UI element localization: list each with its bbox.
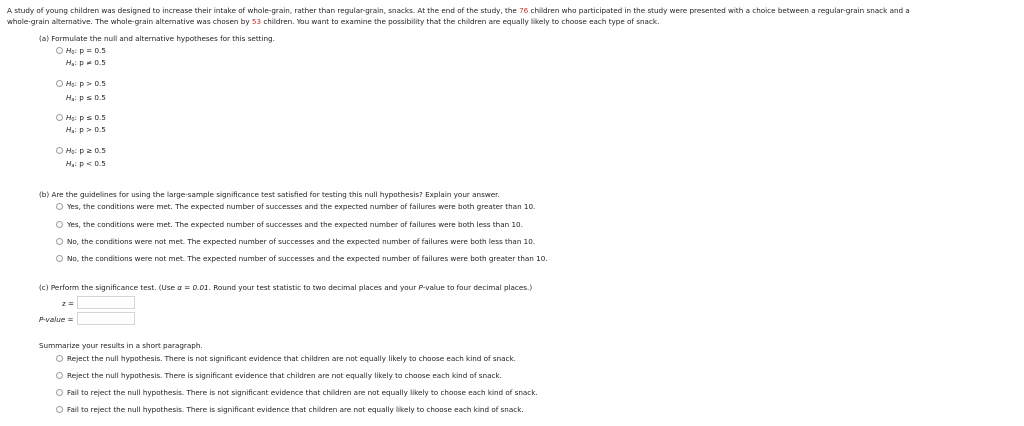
part-b-radio-3[interactable] — [56, 238, 63, 245]
intro-text: children who participated in the study were presented with a choice between a regular-grain snack and a — [530, 6, 910, 15]
summary-prompt: Summarize your results in a short paragraph. — [39, 341, 203, 350]
part-a-option-3-h0: $H_0$: p ≤ 0.5 — [66, 113, 106, 123]
question-intro-line2 — [7, 17, 659, 26]
part-b-option-1: Yes, the conditions were met. The expected number of successes and the expected number of failures were both greater than 10. — [67, 202, 536, 211]
intro-text: A study of young children was designed to increase their intake of whole-grain, rather than regular-grain, snacks. At the end of the study, the — [7, 6, 517, 15]
summary-radio-1[interactable] — [56, 355, 63, 362]
part-a-option-1-ha: $H_a$: p ≠ 0.5 — [66, 58, 106, 68]
summary-option-3: Fail to reject the null hypothesis. There is not significant evidence that children are not equally likely to choose each kind of snack. — [67, 388, 538, 397]
part-a-radio-1[interactable] — [56, 47, 63, 54]
alpha-value: α = 0.01 — [177, 283, 209, 292]
z-label: z = — [62, 299, 75, 308]
part-c-prompt: (c) Perform the significance test. (Use α = 0.01. Round your test statistic to two decimal places and your P-value to four decimal places.) — [39, 283, 533, 292]
part-b-radio-4[interactable] — [56, 255, 63, 262]
summary-option-2: Reject the null hypothesis. There is significant evidence that children are not equally likely to choose each kind of snack. — [67, 371, 502, 380]
summary-option-1: Reject the null hypothesis. There is not significant evidence that children are not equally likely to choose each kind of snack. — [67, 354, 516, 363]
p-value-input[interactable] — [77, 312, 135, 325]
part-a-prompt: (a) Formulate the null and alternative hypotheses for this setting. — [39, 34, 275, 43]
part-a-option-4-ha: $H_a$: p < 0.5 — [66, 159, 106, 169]
intro-text: whole-grain alternative. The whole-grain alternative was chosen by — [7, 17, 250, 26]
part-b-option-2: Yes, the conditions were met. The expected number of successes and the expected number of failures were both less than 10. — [67, 220, 523, 229]
num-children-value: 76 — [519, 6, 529, 15]
part-a-radio-4[interactable] — [56, 147, 63, 154]
p-value-label: P-value = — [39, 315, 74, 324]
num-whole-value: 53 — [251, 17, 262, 26]
part-a-option-4-h0: $H_0$: p ≥ 0.5 — [66, 146, 106, 156]
summary-radio-4[interactable] — [56, 406, 63, 413]
part-b-radio-2[interactable] — [56, 221, 63, 228]
part-b-option-3: No, the conditions were not met. The expected number of successes and the expected number of failures were both less than 10. — [67, 237, 536, 246]
part-b-radio-1[interactable] — [56, 203, 63, 210]
part-a-option-2-h0: $H_0$: p > 0.5 — [66, 79, 106, 89]
question-intro-line1 — [7, 6, 910, 15]
summary-radio-2[interactable] — [56, 372, 63, 379]
part-a-radio-3[interactable] — [56, 114, 63, 121]
summary-radio-3[interactable] — [56, 389, 63, 396]
part-a-option-1-h0: $H_0$: p = 0.5 — [66, 46, 106, 56]
part-b-prompt: (b) Are the guidelines for using the large-sample significance test satisfied for testing this null hypothesis? Explain your answer. — [39, 190, 500, 199]
intro-text: children. You want to examine the possibility that the children are equally likely to choose each type of snack. — [263, 17, 660, 26]
summary-option-4: Fail to reject the null hypothesis. There is significant evidence that children are not equally likely to choose each kind of snack. — [67, 405, 524, 414]
z-input[interactable] — [77, 296, 135, 309]
part-b-option-4: No, the conditions were not met. The expected number of successes and the expected number of failures were both greater than 10. — [67, 254, 548, 263]
part-a-radio-2[interactable] — [56, 80, 63, 87]
part-a-option-3-ha: $H_a$: p > 0.5 — [66, 125, 106, 135]
part-a-option-2-ha: $H_a$: p ≤ 0.5 — [66, 93, 106, 103]
